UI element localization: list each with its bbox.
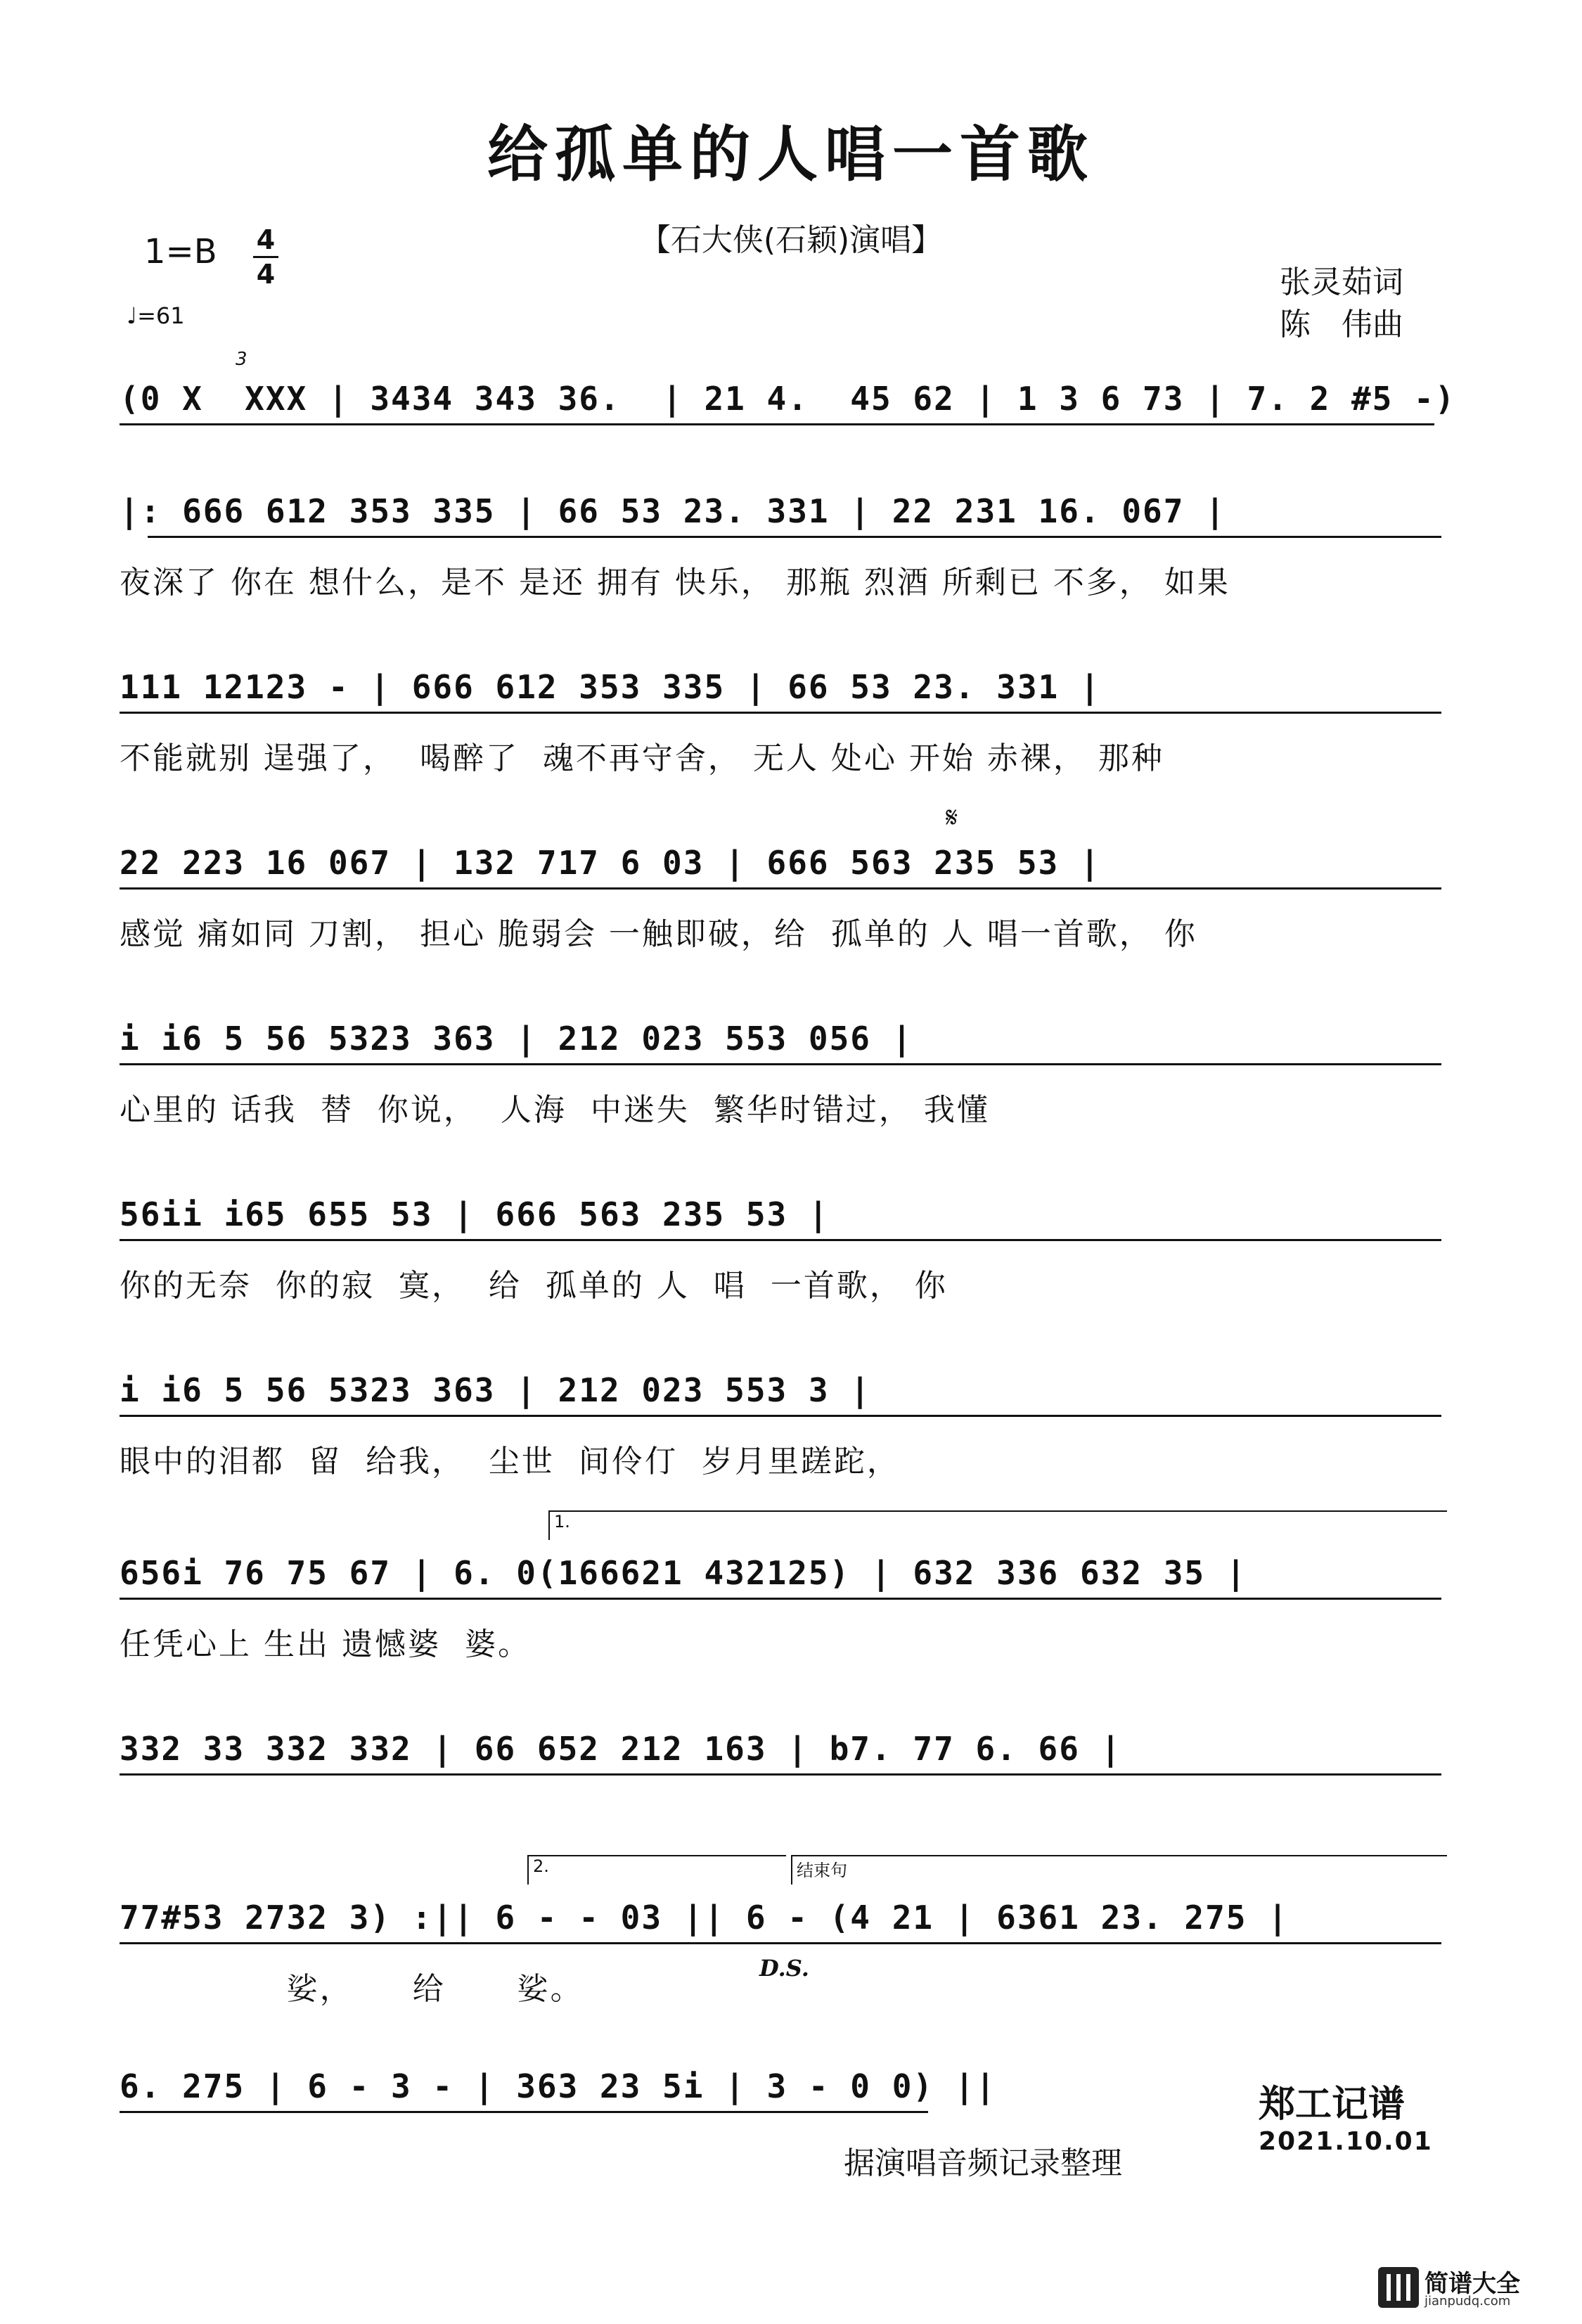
time-signature-top: 4 [256, 224, 276, 255]
notes-row-7: 656i 76 75 67 | 6. 0(166621 432125) | 632 336 632 35 | [120, 1554, 1247, 1592]
notes-row-1: |: 666 612 353 335 | 66 53 23. 331 | 22 231 16. 067 | [120, 492, 1226, 530]
score-title: 给孤单的人唱一首歌 [487, 119, 1095, 190]
lyrics-row-6: 眼中的泪都 留 给我， 尘世 间伶仃 岁月里蹉跎， [120, 1444, 900, 1479]
notes-row-4: i i6 5 56 5323 363 | 212 023 553 056 | [120, 1020, 913, 1058]
key-signature: 1=B [144, 232, 217, 271]
lyrics-row-1: 夜深了 你在 想什么，是不 是还 拥有 快乐， 那瓶 烈酒 所剩已 不多， 如果 [120, 565, 1230, 601]
notes-row-5: 56ii i65 655 53 | 666 563 235 53 | [120, 1195, 830, 1233]
volta-first-ending: 1. [548, 1510, 1447, 1540]
underline [120, 1598, 1441, 1600]
underline [120, 1239, 1441, 1241]
notes-row-2: 111 12123 - | 666 612 353 335 | 66 53 23. 331 | [120, 668, 1101, 706]
volta-second-ending: 2. [527, 1855, 786, 1885]
notes-row-9: 77#53 2732 3) :|| 6 - - 03 || 6 - (4 21 | 6361 23. 275 | [120, 1899, 1289, 1937]
ds-mark: D.S. [759, 1955, 809, 1982]
lyrics-row-5: 你的无奈 你的寂 寞， 给 孤单的 人 唱 一首歌， 你 [120, 1268, 948, 1304]
triplet-mark: 3 [236, 349, 247, 370]
performer-label: 【石大侠(石颖)演唱】 [639, 222, 943, 258]
underline [148, 536, 1441, 538]
transcription-date: 2021.10.01 [1259, 2127, 1433, 2156]
notes-row-0: (0 X XXX | 3434 343 36. | 21 4. 45 62 | 1 3 6 73 | 7. 2 #5 -) [120, 380, 1456, 418]
tempo-marking: ♩=61 [127, 302, 185, 329]
watermark-name: 简谱大全 [1425, 2270, 1520, 2298]
piano-keys-icon [1378, 2267, 1419, 2308]
notes-row-3: 22 223 16 067 | 132 717 6 03 | 666 563 235 53 | [120, 844, 1101, 882]
lyrics-row-9: 娑， 给 娑。 [120, 1971, 584, 2007]
underline [120, 887, 1441, 890]
watermark-url: jianpudq.com [1425, 2294, 1511, 2309]
segno-mark: 𝄋 [946, 802, 958, 834]
notes-row-10: 6. 275 | 6 - 3 - | 363 23 5i | 3 - 0 0) || [120, 2067, 997, 2105]
time-signature-bottom: 4 [256, 259, 276, 290]
lyrics-row-7: 任凭心上 生出 遗憾婆 婆。 [120, 1626, 531, 1662]
notes-row-6: i i6 5 56 5323 363 | 212 023 553 3 | [120, 1371, 871, 1409]
site-watermark [1378, 2264, 1561, 2313]
underline [120, 2111, 928, 2113]
underline [120, 1415, 1441, 1417]
underline [120, 423, 1434, 425]
lyrics-row-4: 心里的 话我 替 你说， 人海 中迷失 繁华时错过， 我懂 [120, 1092, 990, 1128]
ending-phrase-label: 结束句 [791, 1855, 1447, 1885]
time-signature-line [253, 256, 278, 258]
transcriber-name: 郑工记谱 [1259, 2084, 1406, 2126]
transcription-note: 据演唱音频记录整理 [844, 2145, 1122, 2181]
notes-row-8: 332 33 332 332 | 66 652 212 163 | b7. 77 6. 66 | [120, 1730, 1122, 1768]
underline [120, 1942, 1441, 1944]
lyrics-row-2: 不能就别 逞强了， 喝醉了 魂不再守舍， 无人 处心 开始 赤裸， 那种 [120, 740, 1164, 776]
lyricist-credit: 张灵茹词 [1280, 264, 1403, 300]
underline [120, 712, 1441, 714]
lyrics-row-3: 感觉 痛如同 刀割， 担心 脆弱会 一触即破，给 孤单的 人 唱一首歌， 你 [120, 916, 1197, 952]
composer-credit: 陈 伟曲 [1280, 307, 1403, 342]
time-signature [253, 225, 278, 289]
underline [120, 1773, 1441, 1776]
underline [120, 1063, 1441, 1065]
